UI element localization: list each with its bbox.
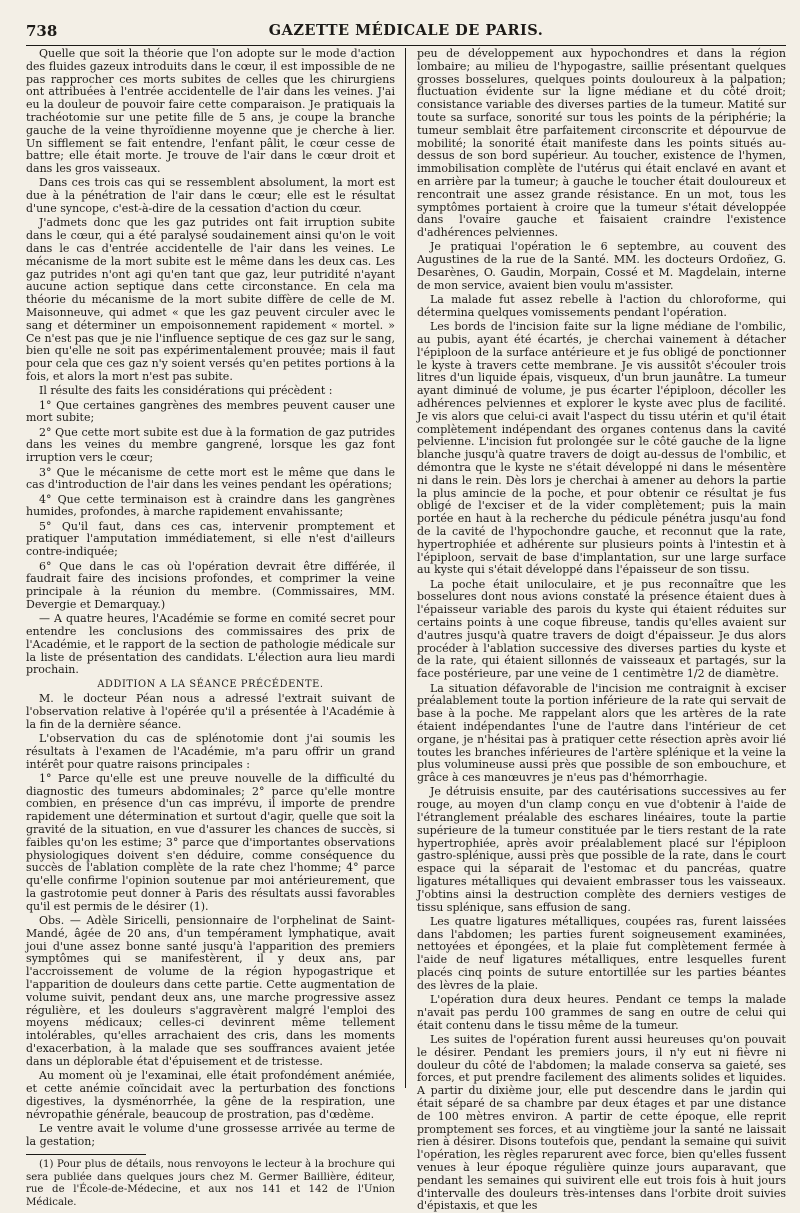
paragraph: 1° Parce qu'elle est une preuve nouvelle de la difficulté du diagnostic des tumeurs abdominales; 2° parce qu'elle montre combien, en présence d'un cas imprévu, il importe de prendre rapidement une détermination et surtout d'agir, quelle que soit la gravité de la situation, en vue d'assurer les chances de succès, si faibles qu'on les estime; 3° parce que d'importantes observations physiologiques doivent s'en déduire, comme conséquence du succès de l'ablation complète de la rate chez l'homme; 4° parce qu'elle confirme l'opinion soutenue par moi antérieurement, que la gastrotomie peut donner à Paris des résultats aussi favorables qu'il est permis de le désirer (1). xyxy=(26,771,395,913)
paragraph: Je pratiquai l'opération le 6 septembre, au couvent des Augustines de la rue de la Santé. MM. les docteurs Ordoñez, G. Desarènes, O. Gaudin, Morpain, Cossé et M. Magdelain, interne de mon service, avaient bien voulu m'assister. xyxy=(416,240,786,292)
paragraph: Les quatre ligatures métalliques, coupées ras, furent laissées dans l'abdomen; les parties furent soigneusement examinées, nettoyées et épongées, et la plaie fut complètement fermée à l'aide de neuf ligatures métalliques, entre lesquelles furent placés cinq points de suture entortillée sur les parties béantes des lèvres de la plaie. xyxy=(416,914,786,992)
right-column xyxy=(416,47,786,1213)
paragraph: Au moment où je l'examinai, elle était profondément anémiée, et cette anémie coïncidait avec la perturbation des fonctions digestives, la dysménorrhée, la gêne de la respiration, une névropathie générale, beaucoup de prostration, pas d'œdème. xyxy=(26,1069,395,1121)
paragraph: Je détruisis ensuite, par des cautérisations successives au fer rouge, au moyen d'un clamp conçu en vue d'obtenir à l'aide de l'étranglement préalable des eschares linéaires, toute la partie supérieure de la tumeur constituée par le tiers restant de la rate hypertrophiée, après avoir préalablement placé sur l'épiploon gastro-splénique, aussi près que possible de la rate, dans le court espace qui la séparait de l'estomac et du pancréas, quatre ligatures métalliques qui devaient embrasser tous les vaisseaux. J'obtins ainsi la destruction complète des derniers vestiges de tissu splénique, sans effusion de sang. xyxy=(416,785,786,914)
page-number: 738 xyxy=(26,22,58,40)
list-item: 5° Qu'il faut, dans ces cas, intervenir promptement et pratiquer l'amputation immédiatement, si elle n'est d'ailleurs contre-indiquée; xyxy=(26,519,395,559)
list-item: 3° Que le mécanisme de cette mort est le même que dans le cas d'introduction de l'air dans les veines pendant les opérations; xyxy=(26,465,395,492)
list-item: 1° Que certaines gangrènes des membres peuvent causer une mort subite; xyxy=(26,398,395,425)
running-title: GAZETTE MÉDICALE DE PARIS. xyxy=(268,22,544,39)
text-columns xyxy=(26,47,786,1213)
section-title: ADDITION A LA SÉANCE PRÉCÉDENTE. xyxy=(97,678,324,690)
paragraph: Le ventre avait le volume d'une grossesse arrivée au terme de la gestation; xyxy=(26,1121,395,1148)
paragraph: La malade fut assez rebelle à l'action du chloroforme, qui détermina quelques vomissements pendant l'opération. xyxy=(416,293,786,319)
paragraph: La situation défavorable de l'incision me contraignit à exciser préalablement toute la portion inférieure de la rate qui servait de base à la poche. Me rappelant alors que les artères de la rate étaient indépendantes l'une de l'autre dans l'intérieur de cet organe, je n'hésitai pas à pratiquer cette résection après avoir lié toutes les branches inférieures de l'artère splénique et la veine la plus volumineuse aussi près que possible de son embouchure, et grâce à ces manœuvres je n'eus pas d'hémorrhagie. xyxy=(416,681,786,785)
header-rule xyxy=(26,45,786,46)
paragraph: Dans ces trois cas qui se ressemblent absolument, la mort est due à la pénétration de l'air dans le cœur; elle est le résultat d'une syncope, c'est-à-dire de la cessation d'action du cœur. xyxy=(26,176,395,216)
paragraph: Les bords de l'incision faite sur la ligne médiane de l'ombilic, au pubis, ayant été écartés, je cherchai vainement à détacher l'épiploon de la surface antérieure et je fus obligé de ponctionner le kyste à travers cette membrane. Je vis aussitôt s'écouler trois litres d'un liquide épais, visqueux, d'un brun jaunâtre. La tumeur ayant diminué de volume, je pus écarter l'épiploon, décoller les adhérences pelviennes et explorer le kyste avec plus de facilité. Je vis alors que celui-ci avait l'aspect du tissu utérin et qu'il était complètement indépendant des organes contenus dans la cavité pelvienne. L'incision fut prolongée sur le côté gauche de la ligne blanche jusqu'à quatre travers de doigt au-dessus de l'ombilic, et démontra que le kyste ne s'était développé ni dans le mésentère ni dans le rein. Dès lors je cherchai à amener au dehors la partie la plus amincie de la poche, et pour obtenir ce résultat je fus obligé de l'exciser et de la vider complètement; puis la main portée en haut à la recherche du pédicule pénétra jusqu'au fond de la cavité de l'hypochondre gauche, et reconnut que la rate, hypertrophiée et adhérente sur plusieurs points à l'intestin et à l'épiploon, servait de base d'implantation, sur une large surface au kyste qui s'était développé dans l'épaisseur de son tissu. xyxy=(416,320,786,577)
page-header xyxy=(26,22,786,40)
footnote: (1) Pour plus de détails, nous renvoyons le lecteur à la brochure qui sera publiée dans quelques jours chez M. Germer Baillière, éditeur, rue de l'École-de-Médecine, et aux nos 141 et 142 de l'Union Médicale. xyxy=(26,1159,395,1208)
paragraph: Quelle que soit la théorie que l'on adopte sur le mode d'action des fluides gazeux introduits dans le cœur, il est impossible de ne pas rapprocher ces morts subites de celles que les chirurgiens ont attribuées à l'entrée accidentelle de l'air dans les veines. J'ai eu la douleur de pouvoir faire cette comparaison. Je pratiquais la trachéotomie sur une petite fille de 5 ans, je coupe la branche gauche de la veine thyroïdienne moyenne que je cherche à lier. Un sifflement se fait entendre, l'enfant pâlit, le cœur cesse de battre; elle était morte. Je trouve de l'air dans le cœur droit et dans les gros vaisseaux. xyxy=(26,47,395,176)
paragraph: Les suites de l'opération furent aussi heureuses qu'on pouvait le désirer. Pendant les premiers jours, il n'y eut ni fièvre ni douleur du côté de l'abdomen; la malade conserva sa gaieté, ses forces, et put prendre facilement des aliments solides et liquides. A partir du dixième jour, elle put descendre dans le jardin qui était séparé de sa chambre par deux étages et par une distance de 100 mètres environ. A partir de cette époque, elle reprit promptement ses forces, et au vingtième jour la santé ne laissait rien à désirer. Disons toutefois que, pendant la semaine qui suivit l'opération, les règles reparurent avec force, bien qu'elles fussent venues à leur époque régulière quinze jours auparavant, que pendant les semaines qui suivirent elle eut trois fois à huit jours d'intervalle des douleurs très-intenses dans l'orbite droit suivies d'épistaxis, et que les xyxy=(416,1033,786,1213)
list-item: 4° Que cette terminaison est à craindre dans les gangrènes humides, profondes, à marche rapidement envahissante; xyxy=(26,492,395,519)
column-rule xyxy=(405,48,407,1088)
paragraph: — A quatre heures, l'Académie se forme en comité secret pour entendre les conclusions des commissaires des prix de l'Académie, et le rapport de la section de pathologie médicale sur la liste de présentation des candidats. L'élection aura lieu mardi prochain. xyxy=(26,612,395,677)
paragraph: Il résulte des faits les considérations qui précèdent : xyxy=(39,384,333,398)
paragraph: peu de développement aux hypochondres et dans la région lombaire; au milieu de l'hypogastre, saillie présentant quelques grosses bosselures, quelques points douloureux à la palpation; fluctuation évidente sur la ligne médiane et du côté droit; consistance variable des diverses parties de la tumeur. Matité sur toute sa surface, sonorité sur tous les points de la périphérie; la tumeur semblait être parfaitement circonscrite et dépourvue de mobilité; la sonorité était manifeste dans les points situés au-dessus de son bord supérieur. Au toucher, existence de l'hymen, immobilisation complète de l'utérus qui était enclavé en avant et en arrière par la tumeur; à gauche le toucher était douloureux et rencontrait une assez grande résistance. En un mot, tous les symptômes portaient à croire que la tumeur s'était développée dans l'ovaire gauche et faisaient craindre l'existence d'adhérences pelviennes. xyxy=(416,47,786,240)
list-item: 2° Que cette mort subite est due à la formation de gaz putrides dans les veines du membre gangrené, lorsque les gaz font irruption vers le cœur; xyxy=(26,425,395,465)
paragraph: La poche était uniloculaire, et je pus reconnaître que les bosselures dont nous avions constaté la présence étaient dues à l'épaisseur variable des parois du kyste qui étaient réduites sur certains points à une coque fibreuse, tandis qu'elles avaient sur d'autres jusqu'à quatre travers de doigt d'épaisseur. Je dus alors procéder à l'ablation successive des diverses parties du kyste et de la rate, qui étaient sillonnés de vaisseaux et partagés, sur la face postérieure, par une veine de 1 centimètre 1/2 de diamètre. xyxy=(416,577,786,681)
left-column xyxy=(26,47,395,1208)
footnote-rule xyxy=(26,1154,146,1155)
list-item: 6° Que dans le cas où l'opération devrait être différée, il faudrait faire des incisions profondes, et comprimer la veine principale à la réunion du membre. (Commissaires, MM. Devergie et Demarquay.) xyxy=(26,559,395,611)
paragraph: J'admets donc que les gaz putrides ont fait irruption subite dans le cœur, qui a été paralysé soudainement ainsi qu'on le voit dans le cas d'entrée accidentelle de l'air dans les veines. Le mécanisme de la mort subite est le même dans les deux cas. Les gaz putrides n'ont agi qu'en tant que gaz, leur putridité n'ayant aucune action septique dans cette circonstance. En cela ma théorie du mécanisme de la mort subite diffère de celle de M. Maisonneuve, qui admet « que les gaz peuvent circuler avec le sang et déterminer un empoisonnement rapidement « mortel. » Ce n'est pas que je nie l'influence septique de ces gaz sur le sang, bien qu'elle ne soit pas expérimentalement prouvée; mais il faut pour cela que ces gaz n'y soient versés qu'en petites portions à la fois, et alors la mort n'est pas subite. xyxy=(26,216,395,383)
paragraph: L'opération dura deux heures. Pendant ce temps la malade n'avait pas perdu 100 grammes de sang en outre de celui qui était contenu dans le tissu même de la tumeur. xyxy=(416,993,786,1032)
paragraph: Obs. — Adèle Siricelli, pensionnaire de l'orphelinat de Saint-Mandé, âgée de 20 ans, d'un tempérament lymphatique, avait joui d'une assez bonne santé jusqu'à l'apparition des premiers symptômes qui se manifestèrent, il y deux ans, par l'accroissement de volume de la région hypogastrique et l'apparition de douleurs dans cette partie. Cette augmentation de volume suivit, pendant deux ans, une marche progressive assez régulière, et les douleurs s'aggravèrent malgré l'emploi des moyens médicaux; celles-ci devinrent même tellement intolérables, qu'elles arrachaient des cris, dans les moments d'exacerbation, à la malade que ses souffrances avaient jetée dans un déplorable état d'épuisement et de tristesse. xyxy=(26,914,395,1068)
paragraph: L'observation du cas de splénotomie dont j'ai soumis les résultats à l'examen de l'Académie, m'a paru offrir un grand intérêt pour quatre raisons principales : xyxy=(26,731,395,771)
paragraph: M. le docteur Péan nous a adressé l'extrait suivant de l'observation relative à l'opérée qu'il a présentée à l'Académie à la fin de la dernière séance. xyxy=(26,692,395,731)
